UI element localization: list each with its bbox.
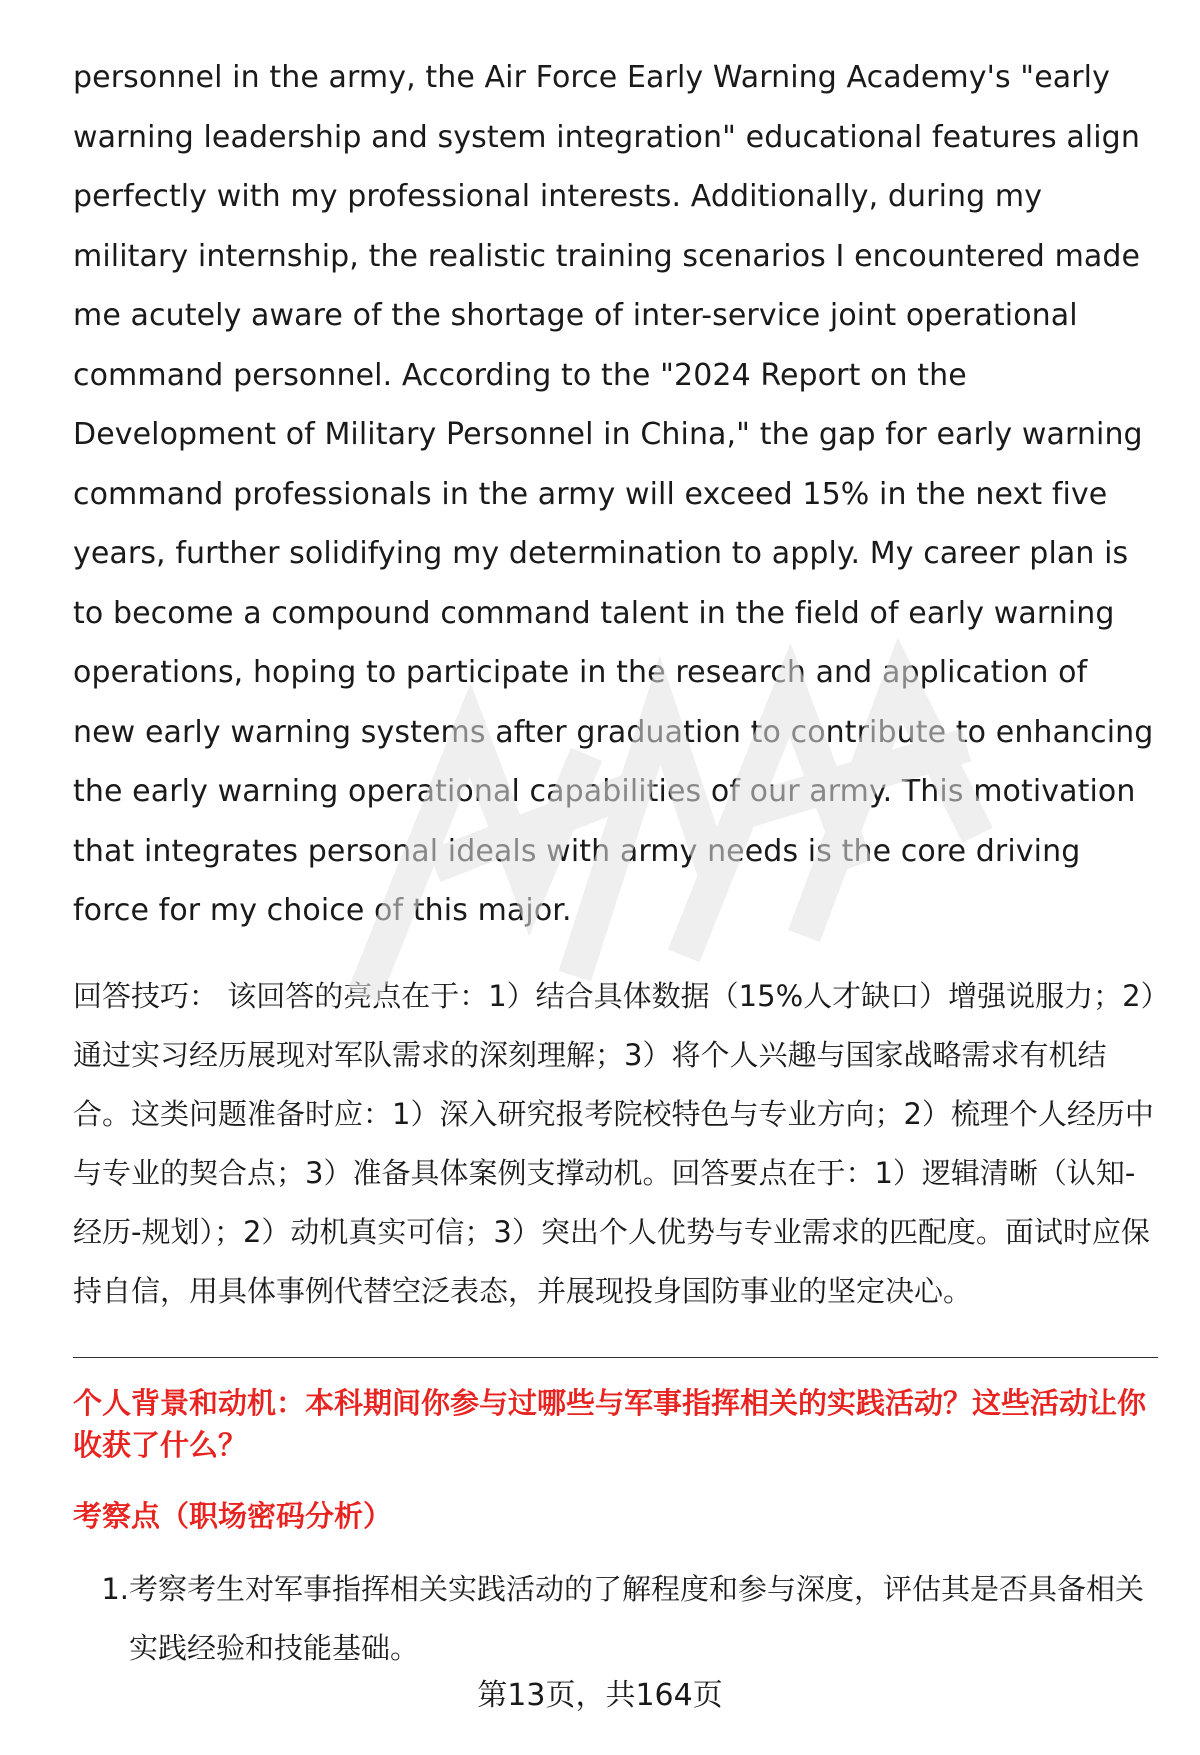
question-heading: 个人背景和动机：本科期间你参与过哪些与军事指挥相关的实践活动？这些活动让你收获了什么？: [73, 1385, 1147, 1462]
section-divider: [73, 1357, 1158, 1358]
list-item-marker: 1.: [101, 1571, 129, 1606]
assessment-list: [73, 1560, 1158, 1678]
answer-tips-paragraph: 回答技巧： 该回答的亮点在于：1）结合具体数据（15%人才缺口）增强说服力；2）通过实习经历展现对军队需求的深刻理解；3）将个人兴趣与国家战略需求有机结合。这类问题准备时应：1）深入研究报考院校特色与专业方向；2）梳理个人经历中与专业的契合点；3）准备具体案例支撑动机。回答要点在于：1）逻辑清晰（认知-经历-规划）；2）动机真实可信；3）突出个人优势与专业需求的匹配度。面试时应保持自信，用具体事例代替空泛表态，并展现投身国防事业的坚定决心。: [73, 978, 1156, 1308]
page-number-footer: 第13页，共164页: [477, 1678, 723, 1713]
list-item: [73, 1560, 1158, 1678]
document-page: [73, 48, 1158, 1678]
body-paragraph-english: personnel in the army, the Air Force Early Warning Academy's "early warning leadership and system integration" educational features align perfectly with my professional interests. Additionally, during my military internship, the realistic training scenarios I encountered made me acutely aware of the shortage of inter-service joint operational command personnel. According to the "2024 Report on the Development of Military Personnel in China," the gap for early warning command professionals in the army will exceed 15% in the next five years, further solidifying my determination to apply. My career plan is to become a compound command talent in the field of early warning operations, hoping to participate in the research and application of new early warning systems after graduation to contribute to enhancing the early warning operational capabilities of our army. This motivation that integrates personal ideals with army needs is the core driving force for my choice of this major.: [73, 60, 1154, 928]
list-item-text: 考察考生对军事指挥相关实践活动的了解程度和参与深度，评估其是否具备相关实践经验和技能基础。: [129, 1571, 1145, 1665]
section-title: 考察点（职场密码分析）: [73, 1498, 393, 1533]
